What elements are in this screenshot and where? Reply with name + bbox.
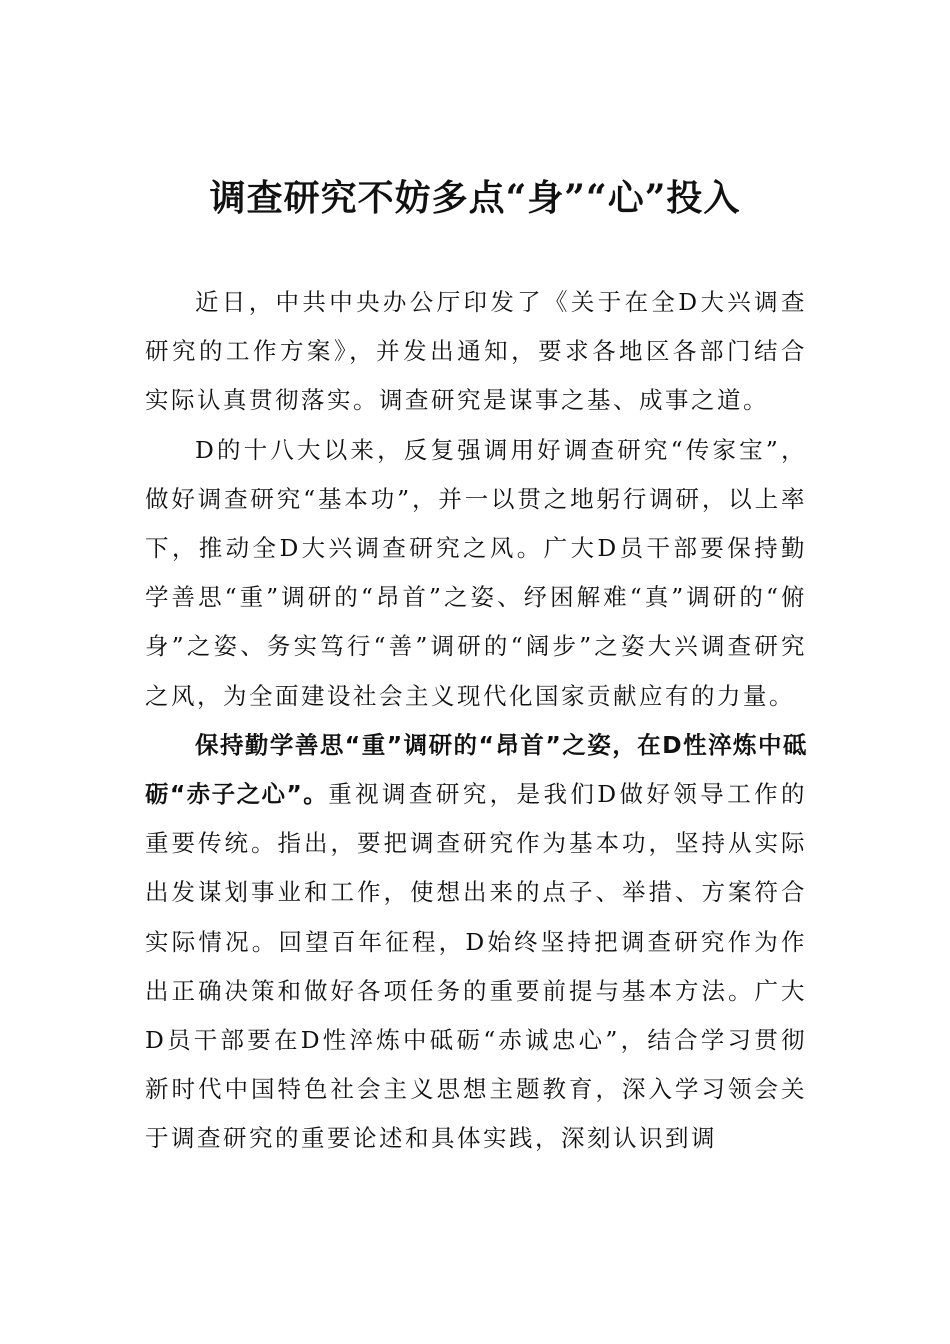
paragraph-text: 重视调查研究，是我们D做好领导工作的重要传统。指出，要把调查研究作为基本功，坚持从实际出发谋划事业和工作，使想出来的点子、举措、方案符合实际情况。回望百年征程，D始终坚持把调查研究作为作出正确决策和做好各项任务的重要前提与基本方法。广大D员干部要在D性淬炼中砥砺“赤诚忠心”，结合学习贯彻新时代中国特色社会主义思想主题教育，深入学习领会关于调查研究的重要论述和具体实践，深刻认识到调 <box>145 780 808 1153</box>
paragraph-lead: 保持勤学善思“重”调研的“昂首”之姿，在D性淬炼中砥砺“赤子之心”。 <box>145 730 807 809</box>
paragraph-text: D的十八大以来，反复强调用好调查研究“传家宝”，做好调查研究“基本功”，并一以贯之地躬行调研，以上率下，推动全D大兴调查研究之风。广大D员干部要保持勤学善思“重”调研的“昂首”之姿、纾困解难“真”调研的“俯身”之姿、务实笃行“善”调研的“阔步”之姿大兴调查研究之风，为全面建设社会主义现代化国家贡献应有的力量。 <box>145 435 807 710</box>
paragraph-1 <box>145 278 807 426</box>
document-body <box>145 278 807 1164</box>
paragraph-3 <box>145 721 807 1164</box>
paragraph-text: 近日，中共中央办公厅印发了《关于在全D大兴调查研究的工作方案》，并发出通知，要求各地区各部门结合实际认真贯彻落实。调查研究是谋事之基、成事之道。 <box>145 288 807 415</box>
paragraph-2 <box>145 426 807 721</box>
document-title: 调查研究不妨多点“身”“心”投入 <box>209 177 741 219</box>
